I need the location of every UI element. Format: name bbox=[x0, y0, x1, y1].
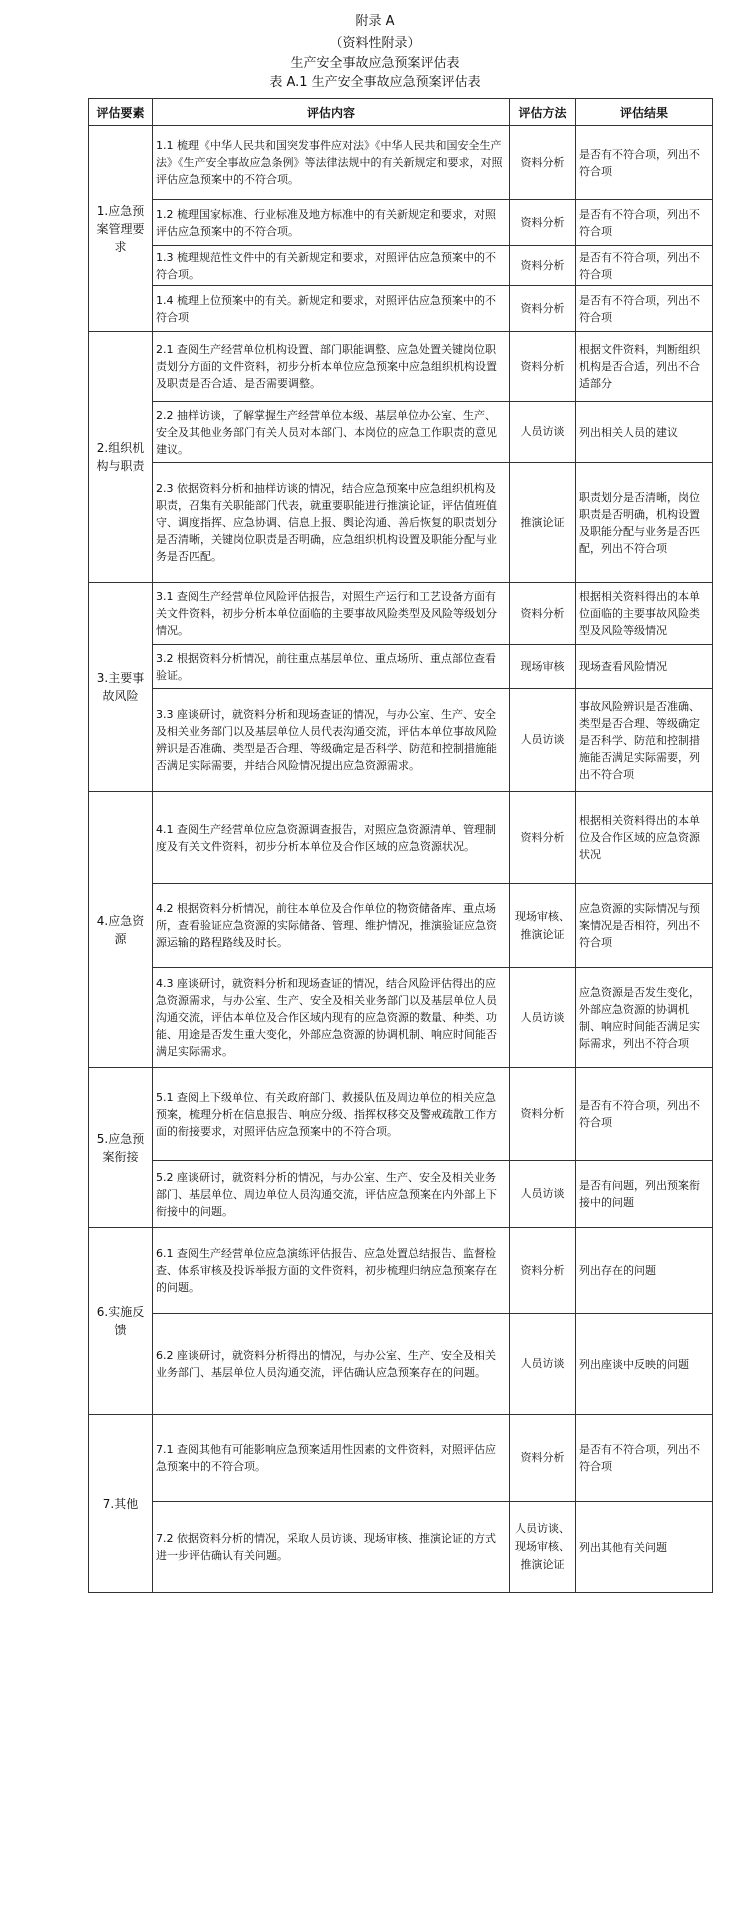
appendix-label: 附录 A bbox=[355, 14, 395, 29]
evaluation-content-cell: 3.2 根据资料分析情况，前往重点基层单位、重点场所、重点部位查看验证。 bbox=[153, 645, 510, 689]
table-row bbox=[89, 1314, 713, 1415]
evaluation-content-cell: 7.2 依据资料分析的情况，采取人员访谈、现场审核、推演论证的方式进一步评估确认有关问题。 bbox=[153, 1502, 510, 1593]
table-row bbox=[89, 126, 713, 200]
evaluation-content-cell: 2.1 查阅生产经营单位机构设置、部门职能调整、应急处置关键岗位职责划分方面的文件资料，初步分析本单位应急预案中应急组织机构设置及职责是否合适、是否需要调整。 bbox=[153, 332, 510, 402]
table-row bbox=[89, 1502, 713, 1593]
table-row bbox=[89, 463, 713, 583]
evaluation-content-cell: 4.2 根据资料分析情况，前往本单位及合作单位的物资储备库、重点场所，查看验证应急资源的实际储备、管理、维护情况，推演验证应急资源运输的路程路线及时长。 bbox=[153, 884, 510, 968]
evaluation-result-cell: 应急资源的实际情况与预案情况是否相符，列出不符合项 bbox=[576, 884, 713, 968]
table-row bbox=[89, 246, 713, 286]
table-row bbox=[89, 645, 713, 689]
table-row bbox=[89, 689, 713, 792]
table-row bbox=[89, 1068, 713, 1161]
evaluation-result-cell: 根据相关资料得出的本单位及合作区域的应急资源状况 bbox=[576, 792, 713, 884]
table-row bbox=[89, 402, 713, 463]
evaluation-result-cell: 事故风险辨识是否准确、类型是否合理、等级确定是否科学、防范和控制措施能否满足实际需要，列出不符合项 bbox=[576, 689, 713, 792]
evaluation-result-cell: 应急资源是否发生变化，外部应急资源的协调机制、响应时间能否满足实际需求，列出不符合项 bbox=[576, 968, 713, 1068]
column-header: 评估内容 bbox=[153, 99, 510, 126]
evaluation-method-cell: 资料分析 bbox=[510, 1415, 576, 1502]
table-row bbox=[89, 332, 713, 402]
table-row bbox=[89, 1415, 713, 1502]
evaluation-element-cell: 6.实施反馈 bbox=[89, 1228, 153, 1415]
evaluation-content-cell: 6.1 查阅生产经营单位应急演练评估报告、应急处置总结报告、监督检查、体系审核及投诉举报方面的文件资料，初步梳理归纳应急预案存在的问题。 bbox=[153, 1228, 510, 1314]
evaluation-method-cell: 资料分析 bbox=[510, 583, 576, 645]
evaluation-method-cell: 资料分析 bbox=[510, 246, 576, 286]
evaluation-element-cell: 4.应急资源 bbox=[89, 792, 153, 1068]
evaluation-content-cell: 6.2 座谈研讨，就资料分析得出的情况，与办公室、生产、安全及相关业务部门、基层单位人员沟通交流，评估确认应急预案存在的问题。 bbox=[153, 1314, 510, 1415]
evaluation-content-cell: 4.1 查阅生产经营单位应急资源调查报告，对照应急资源清单、管理制度及有关文件资料，初步分析本单位及合作区域的应急资源状况。 bbox=[153, 792, 510, 884]
evaluation-result-cell: 是否有问题，列出预案衔接中的问题 bbox=[576, 1161, 713, 1228]
evaluation-content-cell: 1.4 梳理上位预案中的有关。新规定和要求，对照评估应急预案中的不符合项 bbox=[153, 286, 510, 332]
evaluation-result-cell: 列出存在的问题 bbox=[576, 1228, 713, 1314]
evaluation-content-cell: 2.3 依据资料分析和抽样访谈的情况，结合应急预案中应急组织机构及职责，召集有关职能部门代表，就重要职能进行推演论证，评估值班值守、调度指挥、应急协调、信息上报、舆论沟通、善后恢复的职责划分是否清晰，关键岗位职责是否明确，应急组织机构设置及职能分配与业务是否匹配。 bbox=[153, 463, 510, 583]
table-row bbox=[89, 1161, 713, 1228]
evaluation-method-cell: 人员访谈、现场审核、推演论证 bbox=[510, 1502, 576, 1593]
evaluation-result-cell: 是否有不符合项，列出不符合项 bbox=[576, 246, 713, 286]
evaluation-result-cell: 现场查看风险情况 bbox=[576, 645, 713, 689]
table-row bbox=[89, 1228, 713, 1314]
table-row bbox=[89, 200, 713, 246]
table-row bbox=[89, 286, 713, 332]
evaluation-content-cell: 1.2 梳理国家标准、行业标准及地方标准中的有关新规定和要求，对照评估应急预案中的不符合项。 bbox=[153, 200, 510, 246]
evaluation-result-cell: 列出其他有关问题 bbox=[576, 1502, 713, 1593]
evaluation-result-cell: 根据相关资料得出的本单位面临的主要事故风险类型及风险等级情况 bbox=[576, 583, 713, 645]
evaluation-result-cell: 职责划分是否清晰，岗位职责是否明确，机构设置及职能分配与业务是否匹配，列出不符合项 bbox=[576, 463, 713, 583]
evaluation-element-cell: 5.应急预案衔接 bbox=[89, 1068, 153, 1228]
evaluation-result-cell: 是否有不符合项，列出不符合项 bbox=[576, 286, 713, 332]
evaluation-method-cell: 资料分析 bbox=[510, 332, 576, 402]
table-body bbox=[89, 126, 713, 1593]
column-header: 评估结果 bbox=[576, 99, 713, 126]
evaluation-method-cell: 人员访谈 bbox=[510, 1314, 576, 1415]
evaluation-result-cell: 根据文件资料，判断组织机构是否合适，列出不合适部分 bbox=[576, 332, 713, 402]
evaluation-method-cell: 人员访谈 bbox=[510, 968, 576, 1068]
evaluation-method-cell: 资料分析 bbox=[510, 126, 576, 200]
table-row bbox=[89, 792, 713, 884]
evaluation-element-cell: 1.应急预案管理要求 bbox=[89, 126, 153, 332]
evaluation-method-cell: 资料分析 bbox=[510, 1228, 576, 1314]
evaluation-method-cell: 人员访谈 bbox=[510, 1161, 576, 1228]
evaluation-result-cell: 列出相关人员的建议 bbox=[576, 402, 713, 463]
evaluation-content-cell: 5.1 查阅上下级单位、有关政府部门、救援队伍及周边单位的相关应急预案，梳理分析在信息报告、响应分级、指挥权移交及警戒疏散工作方面的衔接要求，对照评估应急预案中的不符合项。 bbox=[153, 1068, 510, 1161]
table-header-row bbox=[89, 99, 713, 126]
evaluation-table bbox=[88, 98, 713, 1593]
evaluation-method-cell: 现场审核、推演论证 bbox=[510, 884, 576, 968]
evaluation-element-cell: 3.主要事故风险 bbox=[89, 583, 153, 792]
evaluation-content-cell: 1.1 梳理《中华人民共和国突发事件应对法》《中华人民共和国安全生产法》《生产安全事故应急条例》等法律法规中的有关新规定和要求，对照评估应急预案中的不符合项。 bbox=[153, 126, 510, 200]
evaluation-content-cell: 5.2 座谈研讨，就资料分析的情况，与办公室、生产、安全及相关业务部门、基层单位、周边单位人员沟通交流，评估应急预案在内外部上下衔接中的问题。 bbox=[153, 1161, 510, 1228]
evaluation-result-cell: 是否有不符合项，列出不符合项 bbox=[576, 126, 713, 200]
column-header: 评估方法 bbox=[510, 99, 576, 126]
evaluation-method-cell: 现场审核 bbox=[510, 645, 576, 689]
evaluation-method-cell: 资料分析 bbox=[510, 200, 576, 246]
table-row bbox=[89, 884, 713, 968]
evaluation-element-cell: 2.组织机构与职责 bbox=[89, 332, 153, 583]
column-header: 评估要素 bbox=[89, 99, 153, 126]
evaluation-method-cell: 推演论证 bbox=[510, 463, 576, 583]
evaluation-method-cell: 人员访谈 bbox=[510, 402, 576, 463]
evaluation-method-cell: 资料分析 bbox=[510, 792, 576, 884]
table-row bbox=[89, 968, 713, 1068]
evaluation-result-cell: 列出座谈中反映的问题 bbox=[576, 1314, 713, 1415]
evaluation-result-cell: 是否有不符合项，列出不符合项 bbox=[576, 200, 713, 246]
evaluation-content-cell: 4.3 座谈研讨，就资料分析和现场查证的情况，结合风险评估得出的应急资源需求，与办公室、生产、安全及相关业务部门以及基层单位人员沟通交流，评估本单位及合作区域内现有的应急资源的数量、种类、功能、用途是否发生重大变化，外部应急资源的协调机制、响应时间能否满足实际需求。 bbox=[153, 968, 510, 1068]
evaluation-content-cell: 3.1 查阅生产经营单位风险评估报告，对照生产运行和工艺设备方面有关文件资料，初步分析本单位面临的主要事故风险类型及风险等级划分情况。 bbox=[153, 583, 510, 645]
evaluation-content-cell: 3.3 座谈研讨，就资料分析和现场查证的情况，与办公室、生产、安全及相关业务部门以及基层单位人员代表沟通交流，评估本单位事故风险辨识是否准确、类型是否合理、等级确定是否科学、防范和控制措施能否满足实际需要，并结合风险情况提出应急资源需求。 bbox=[153, 689, 510, 792]
evaluation-result-cell: 是否有不符合项，列出不符合项 bbox=[576, 1415, 713, 1502]
table-row bbox=[89, 583, 713, 645]
evaluation-content-cell: 1.3 梳理规范性文件中的有关新规定和要求，对照评估应急预案中的不符合项。 bbox=[153, 246, 510, 286]
evaluation-method-cell: 资料分析 bbox=[510, 1068, 576, 1161]
document-title: 生产安全事故应急预案评估表 bbox=[290, 56, 460, 71]
evaluation-result-cell: 是否有不符合项，列出不符合项 bbox=[576, 1068, 713, 1161]
table-caption: 表 A.1 生产安全事故应急预案评估表 bbox=[269, 75, 481, 90]
evaluation-element-cell: 7.其他 bbox=[89, 1415, 153, 1593]
evaluation-method-cell: 人员访谈 bbox=[510, 689, 576, 792]
evaluation-content-cell: 2.2 抽样访谈，了解掌握生产经营单位本级、基层单位办公室、生产、安全及其他业务部门有关人员对本部门、本岗位的应急工作职责的意见建议。 bbox=[153, 402, 510, 463]
evaluation-method-cell: 资料分析 bbox=[510, 286, 576, 332]
evaluation-content-cell: 7.1 查阅其他有可能影响应急预案适用性因素的文件资料，对照评估应急预案中的不符合项。 bbox=[153, 1415, 510, 1502]
appendix-nature: （资料性附录） bbox=[329, 36, 421, 51]
